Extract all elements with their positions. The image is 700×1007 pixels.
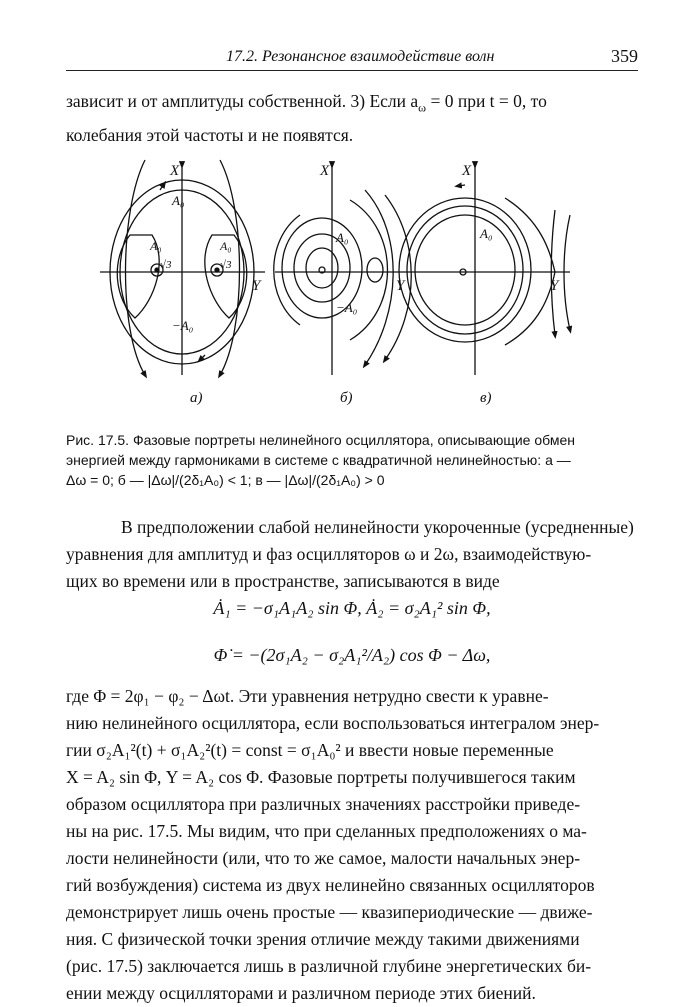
para2-line-4: X = A₂ sin Φ, Y = A₂ cos Φ. Фазовые портреты получившегося таким (66, 767, 576, 787)
intro-line-1 (66, 88, 638, 122)
panel-b-x-label: X (320, 163, 330, 179)
panel-b-inner-orbit-3 (306, 248, 338, 288)
caption-line-2: энергией между гармониками в системе с квадратичной нелинейностью: а — (66, 452, 571, 468)
panel-b-right-center (367, 258, 383, 282)
para2-line-7: лости нелинейности (или, что то же самое, малости начальных энер- (66, 848, 581, 868)
paragraph-2 (66, 683, 638, 1007)
panel-c-x-label: X (462, 163, 472, 179)
intro-subscript: ω (418, 100, 427, 115)
panel-c-y-label: Y (550, 278, 559, 294)
running-header (66, 46, 638, 71)
para2-line-1: где Φ = 2φ₁ − φ₂ − Δωt. Эти уравнения нетрудно свести к уравне- (66, 686, 549, 706)
panel-c-label-a0: A₀ (480, 226, 493, 241)
intro-paragraph (66, 88, 638, 149)
para2-line-8: гий возбуждения) система из двух нелинейно связанных осцилляторов (66, 875, 595, 895)
panel-a-label-a0: A₀ (172, 193, 185, 208)
panel-a-label-sqrt3-right: √3 (220, 259, 232, 271)
panel-a-label-minus-a0: −A₀ (172, 318, 194, 333)
panel-a-x-label: X (170, 163, 180, 179)
panel-b-separatrix (350, 200, 388, 340)
para2-line-3: гии σ₂A₁²(t) + σ₁A₂²(t) = const = σ₁A₀² и ввести новые переменные (66, 740, 554, 760)
panel-c-portrait (399, 165, 570, 375)
caption-line-3: Δω = 0; б — |Δω|/(2δ₁A₀) < 1; в — |Δω|/(2δ₁A₀) > 0 (66, 472, 385, 488)
intro-line-2: колебания этой частоты и не появятся. (66, 124, 354, 145)
figure-17-5 (100, 150, 600, 420)
para1-line-2: уравнения для амплитуд и фаз осцилляторов ω и 2ω, взаимодействую- (66, 544, 592, 564)
equation-amplitudes: Ȧ₁ = −σ₁A₁A₂ sin Φ, Ȧ₂ = σ₂A₁² sin Φ, (213, 598, 491, 618)
section-title: 17.2. Резонансное взаимодействие волн (226, 48, 495, 65)
para2-line-6: ны на рис. 17.5. Мы видим, что при сделанных предположениях о ма- (66, 821, 587, 841)
caption-line-1: Рис. 17.5. Фазовые портреты нелинейного осциллятора, описывающие обмен (66, 432, 575, 448)
para2-line-2: нию нелинейного осциллятора, если воспользоваться интегралом энер- (66, 713, 600, 733)
panel-a-y-label: Y (252, 278, 261, 294)
paragraph-1 (66, 514, 638, 595)
panel-b-label-minus-a0: −A₀ (336, 300, 358, 315)
panel-a-label-a0-right: A₀ (220, 239, 232, 253)
panel-a-caption: а) (190, 390, 203, 406)
panel-b-caption: б) (340, 390, 353, 406)
panel-c-caption: в) (480, 390, 492, 406)
intro-line-1-text: зависит и от амплитуды собственной. 3) Если a (66, 91, 419, 111)
para2-line-5: образом осциллятора при различных значениях расстройки приведе- (66, 794, 581, 814)
page-number: 359 (611, 46, 638, 66)
para2-line-9: демонстрирует лишь очень простые — квазипериодические — движе- (66, 902, 593, 922)
para1-line-3: щих во времени или в пространстве, записываются в виде (66, 571, 500, 591)
panel-a-label-a0-left: A₀ (150, 239, 162, 253)
panel-b-portrait (274, 165, 412, 375)
phase-portraits-svg (100, 150, 600, 420)
para2-line-10: ния. С физической точки зрения отличие между такими движениями (66, 929, 580, 949)
para1-line-1: В предположении слабой нелинейности укороченные (усредненные) (121, 517, 634, 537)
equation-phase: Φ̇ = −(2σ₁A₂ − σ₂A₁²/A₂) cos Φ − Δω, (213, 645, 491, 665)
intro-line-1-rest: = 0 при t = 0, то (426, 91, 547, 111)
figure-caption (66, 430, 638, 490)
panel-b-y-label: Y (396, 278, 405, 294)
panel-b-left-arc (274, 215, 300, 325)
panel-a-label-sqrt3-left: √3 (160, 259, 172, 271)
para2-line-12: ении между осцилляторами и различном периоде этих биений. (66, 983, 536, 1003)
para2-line-11: (рис. 17.5) заключается лишь в различной глубине энергетических би- (66, 956, 592, 976)
panel-b-label-a0: A₀ (336, 230, 349, 245)
